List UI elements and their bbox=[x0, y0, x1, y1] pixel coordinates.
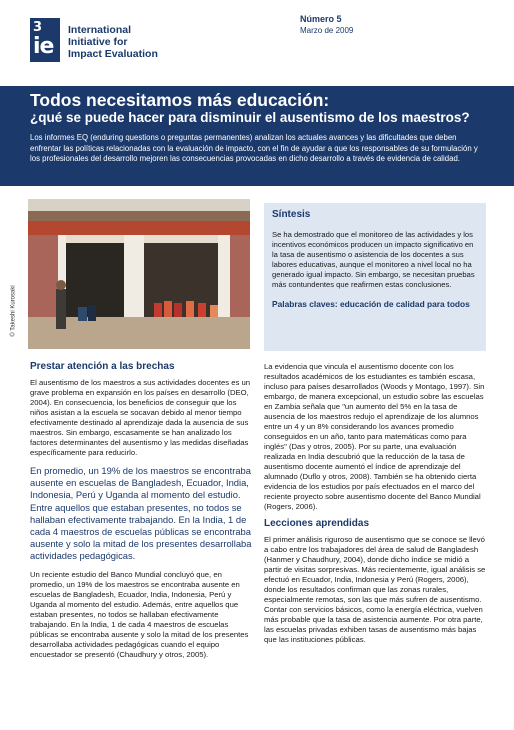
section-heading-gaps: Prestar atención a las brechas bbox=[30, 361, 175, 372]
section-heading-lessons: Lecciones aprendidas bbox=[264, 518, 370, 529]
synthesis-box bbox=[264, 203, 486, 351]
logo-number: 3 bbox=[33, 20, 43, 35]
main-title: Todos necesitamos más educación: bbox=[30, 90, 330, 110]
synthesis-heading: Síntesis bbox=[272, 209, 311, 220]
page-header bbox=[0, 0, 514, 86]
issue-info bbox=[300, 14, 353, 35]
intro-text: Los informes EQ (enduring questions o preguntas permanentes) analizan los actuales avances y las dificultades que deben enfrentar las políticas relacionadas con la evaluación de impacto, con el fin de ayudar a que los responsables de su formulación y los profesionales del desarrollo mejoren las consecuencias provocadas en dicho desarrollo a través de evidencia de calidad. bbox=[30, 133, 478, 163]
left-column bbox=[30, 362, 252, 667]
photo-credit: © Takeshi Kurosaki bbox=[10, 285, 17, 337]
3ie-logo bbox=[30, 18, 60, 62]
keywords: Palabras claves: educación de calidad para todos bbox=[272, 299, 470, 309]
issue-number: Número 5 bbox=[300, 14, 342, 24]
right-column bbox=[264, 362, 486, 652]
organization-name: International Initiative for Impact Evaluation bbox=[68, 24, 158, 60]
paragraph: La evidencia que vincula el ausentismo docente con los resultados académicos de los estudiantes es también escasa, incluso para países desarrollados (Woods y Montago, 1997). Sin embargo, de manera excepcional, un estudio sobre las escuelas en Zambia señala que "un aumento del 5% en la tasa de ausencia de los maestros redujo el aprendizaje de los alumnos entre un 4 y un 8% considerando los avances promedio conseguidos en un año, tanto para matemáticas como para inglés" (Das y otros, 2005). Por su parte, una evaluación realizada en India descubrió que la reducción de la tasa de ausentismo docente aumentó el índice de aprendizaje del alumnado (Duflo y otros, 2008). También se ha obtenido cierta evidencia de los estudios por país efectuados en el marco del reciente proyecto sobre ausentismo docente del Banco Mundial (Rogers, 2006). bbox=[264, 362, 485, 511]
issue-date: Marzo de 2009 bbox=[300, 26, 354, 35]
paragraph: Un reciente estudio del Banco Mundial concluyó que, en promedio, un 19% de los maestros se encontraba ausente en escuelas de Bangladesh, Ecuador, India, Indonesia, Perú y Uganda al momento del estudio. Además, entre aquellos que estaban presentes, no todos se hallaban efectivamente trabajando. En la India, 1 de cada 4 maestros de escuelas públicas se encontraba ausente y solo la mitad de los presentes desarrollaba actividades pedagógicas cuando el equipo encuestador se presentó (Chaudhury y otros, 2005). bbox=[30, 569, 249, 659]
subtitle: ¿qué se puede hacer para disminuir el ausentismo de los maestros? bbox=[30, 110, 470, 125]
title-band bbox=[0, 86, 514, 186]
logo-letters: ie bbox=[33, 34, 54, 59]
paragraph: El ausentismo de los maestros a sus actividades docentes es un grave problema en expansión en los países en desarrollo (DEO, 2004). En consecuencia, los beneficios de conseguir que los niños asistan a la escuela se socavan debido al menor tiempo efectivamente destinado al aprendizaje dada la ausencia de sus maestros. Sin embargo, escasamente se han analizado los factores determinantes del ausentismo y las medidas diseñadas específicamente para reducirlo. bbox=[30, 378, 251, 457]
classroom-photo-image bbox=[28, 199, 250, 349]
pull-quote: En promedio, un 19% de los maestros se encontraba ausente en escuelas de Bangladesh, Ecuador, India, Indonesia, Perú y Uganda al momento del estudio. Entre aquellos que estaban presentes, no todos se hallaban efectivamente trabajando. En la India, 1 de cada 4 maestros de escuelas públicas se encontraba ausente y solo la mitad de los presentes desarrollaba actividades pedagógicas. bbox=[30, 465, 252, 562]
paragraph: El primer análisis riguroso de ausentismo que se conoce se llevó a cabo entre los trabajadores del área de salud de Bangladesh (Hanmer y Chaudhury, 2004), donde dicho índice se midió a partir de visitas sorpresivas. Más recientemente, igual análisis se efectuó en Ecuador, India, Indonesia y Perú (Rogers, 2006), donde los resultados confirman que las zonas rurales, especialmente remotas, son las que más sufren de ausentismo. Contar con servicios básicos, como la energía eléctrica, vuelven más probable que la tasa de asistencia aumente. Por otra parte, las escuelas privadas exhiben tasas de ausentismo más bajas que las instituciones públicas. bbox=[264, 535, 486, 644]
synthesis-body: Se ha demostrado que el monitoreo de las actividades y los incentivos económicos producen un impacto significativo en la tasa de ausentismo o asistencia de los docentes a sus labores educativas, aunque el monitoreo a nivel local no ha generado igual impacto. Sin embargo, se necesitan pruebas más contundentes que reafirmen estas conclusiones. bbox=[272, 230, 475, 289]
classroom-photo bbox=[28, 199, 250, 349]
